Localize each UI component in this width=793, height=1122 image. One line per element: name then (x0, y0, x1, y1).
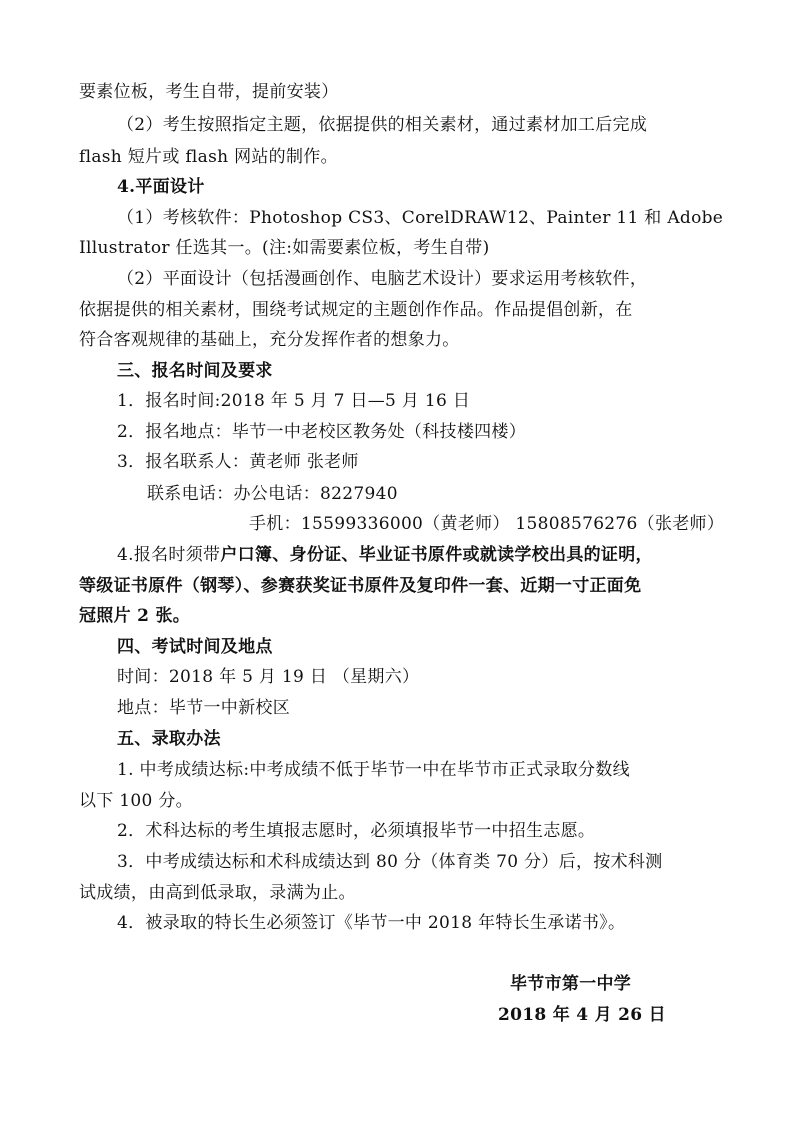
emphasis-text: 户口簿、身份证、毕业证书原件或就读学校出具的证明， (220, 545, 653, 565)
para-line: 2．术科达标的考生填报志愿时，必须填报毕节一中招生志愿。 (117, 821, 596, 841)
para-line: 1. 中考成绩达标:中考成绩不低于毕节一中在毕节市正式录取分数线 (117, 760, 630, 780)
para-line (117, 543, 653, 567)
para-line: 3．中考成绩达标和术科成绩达到 80 分（体育类 70 分）后，按术科测 (117, 852, 663, 872)
para-line: 联系电话：办公电话：8227940 (147, 484, 398, 504)
para-text: 4.报名时须带 (117, 545, 221, 565)
section-heading: 4.平面设计 (117, 177, 205, 197)
emphasis-line: 冠照片 2 张。 (79, 606, 191, 626)
para-line: 符合客观规律的基础上，充分发挥作者的想象力。 (79, 330, 460, 350)
para-line: 时间：2018 年 5 月 19 日 （星期六） (117, 667, 420, 687)
section-heading: 四、考试时间及地点 (117, 637, 273, 657)
para-line: Illustrator 任选其一。(注:如需要素位板，考生自带) (79, 238, 490, 258)
para-line: 手机：15599336000（黄老师） 15808576276（张老师） (249, 514, 725, 534)
para-line: （2）平面设计（包括漫画创作、电脑艺术设计）要求运用考核软件， (117, 269, 648, 289)
para-line: 依据提供的相关素材，围绕考试规定的主题创作作品。作品提倡创新，在 (79, 300, 633, 320)
para-line: （2）考生按照指定主题，依据提供的相关素材，通过素材加工后完成 (117, 115, 648, 135)
para-line: 试成绩，由高到低录取，录满为止。 (79, 883, 356, 903)
section-heading: 三、报名时间及要求 (117, 361, 273, 381)
para-line: 2．报名地点：毕节一中老校区教务处（科技楼四楼） (117, 422, 527, 442)
para-line: 要素位板，考生自带，提前安装） (79, 82, 339, 102)
para-line: 地点：毕节一中新校区 (117, 698, 290, 718)
para-line: 以下 100 分。 (79, 791, 193, 811)
signature-org: 毕节市第一中学 (510, 974, 632, 994)
para-line: 4．被录取的特长生必须签订《毕节一中 2018 年特长生承诺书》。 (117, 913, 626, 933)
para-line: 1．报名时间:2018 年 5 月 7 日—5 月 16 日 (117, 391, 471, 411)
emphasis-line: 等级证书原件（钢琴）、参赛获奖证书原件及复印件一套、近期一寸正面免 (79, 576, 642, 596)
para-line: 3．报名联系人：黄老师 张老师 (117, 452, 359, 472)
para-line: flash 短片或 flash 网站的制作。 (79, 147, 338, 167)
para-line: （1）考核软件：Photoshop CS3、CorelDRAW12、Painter 11 和 Adobe (117, 208, 724, 228)
section-heading: 五、录取办法 (117, 729, 221, 749)
signature-date: 2018 年 4 月 26 日 (498, 1005, 666, 1025)
